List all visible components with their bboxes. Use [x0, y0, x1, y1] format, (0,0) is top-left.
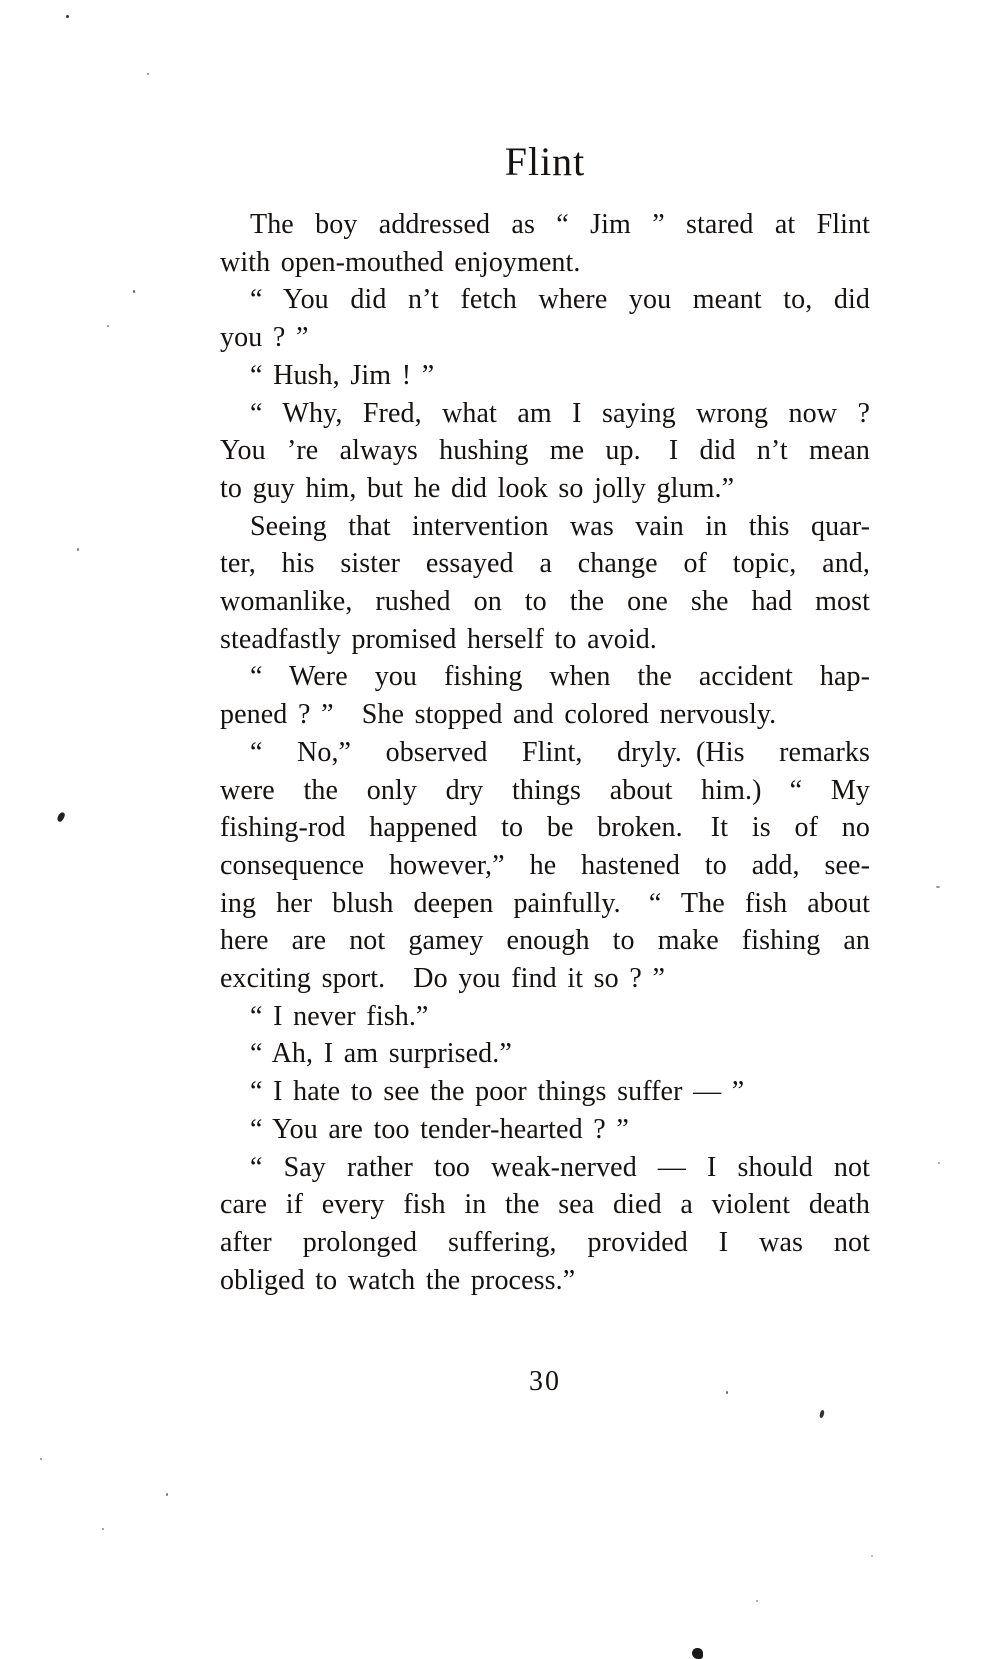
scan-artifact-dot: [726, 1391, 728, 1394]
paragraph: [220, 658, 870, 733]
scan-artifact-dot: [938, 1162, 940, 1164]
text-line: “ No,” observed Flint, dryly. (His remarks: [250, 736, 870, 768]
scan-artifact-dot: [756, 1600, 758, 1602]
text-line: care if every fish in the sea died a violent death: [220, 1189, 870, 1221]
paragraph: [220, 1035, 870, 1073]
text-line: with open-mouthed enjoyment.: [220, 246, 581, 278]
scan-artifact-dot: [107, 325, 109, 327]
scan-artifact-dot: [147, 73, 149, 75]
scan-artifact-dot: [66, 15, 69, 18]
text-line: “ I hate to see the poor things suffer — ”: [250, 1076, 745, 1108]
page-number: 30: [529, 1366, 561, 1397]
scan-artifact-mark: [819, 1410, 825, 1419]
text-line: womanlike, rushed on to the one she had most: [220, 586, 870, 618]
text-line: “ You did n’t fetch where you meant to, did: [250, 284, 870, 316]
text-line: here are not gamey enough to make fishing an: [220, 925, 870, 957]
text-line: pened ? ” She stopped and colored nervously.: [220, 699, 777, 731]
text-line: The boy addressed as “ Jim ” stared at Flint: [250, 209, 870, 240]
paragraph: [220, 1111, 870, 1149]
text-line: obliged to watch the process.”: [220, 1264, 576, 1296]
text-line: fishing-rod happened to be broken. It is of no: [220, 812, 870, 844]
text-line: “ I never fish.”: [250, 1000, 429, 1032]
paragraph: [220, 281, 870, 356]
text-line: You ’re always hushing me up. I did n’t mean: [220, 435, 870, 467]
text-line: ter, his sister essayed a change of topic, and,: [220, 548, 870, 580]
text-line: exciting sport. Do you find it so ? ”: [220, 963, 666, 995]
text-line: “ Ah, I am surprised.”: [250, 1038, 512, 1070]
page-title: Flint: [504, 139, 586, 184]
text-line: “ Were you fishing when the accident hap-: [250, 661, 870, 693]
text-line: consequence however,” he hastened to add, see-: [220, 849, 870, 881]
paragraph: [220, 206, 870, 281]
text-line: steadfastly promised herself to avoid.: [220, 623, 657, 655]
paragraph: [220, 1149, 870, 1300]
scan-artifact-dot: [871, 1555, 873, 1557]
text-line: Seeing that intervention was vain in this quar-: [250, 510, 870, 542]
paragraph: [220, 508, 870, 659]
paragraph: [220, 734, 870, 998]
text-block: [220, 206, 870, 1299]
scan-artifact-dot: [77, 548, 79, 551]
scan-artifact-blob: [692, 1648, 703, 1659]
scan-artifact-dot: [133, 290, 135, 293]
text-line: after prolonged suffering, provided I was not: [220, 1226, 870, 1258]
scan-artifact-dot: [166, 1493, 168, 1496]
text-line: “ You are too tender-hearted ? ”: [250, 1113, 629, 1145]
text-line: were the only dry things about him.) “ My: [220, 774, 870, 806]
text-line: “ Why, Fred, what am I saying wrong now ?: [250, 397, 870, 429]
paragraph: [220, 1073, 870, 1111]
text-line: “ Say rather too weak-nerved — I should not: [250, 1151, 870, 1183]
scan-artifact-mark: [56, 811, 66, 823]
text-line: “ Hush, Jim ! ”: [250, 359, 435, 391]
paragraph: [220, 395, 870, 508]
scan-artifact-dot: [936, 886, 940, 888]
text-line: ing her blush deepen painfully. “ The fish about: [220, 887, 870, 919]
scan-artifact-dot: [40, 1458, 42, 1460]
paragraph: [220, 998, 870, 1036]
text-line: you ? ”: [220, 322, 309, 354]
text-line: to guy him, but he did look so jolly glum.”: [220, 472, 735, 504]
scan-artifact-dot: [102, 1528, 104, 1530]
paragraph: [220, 357, 870, 395]
